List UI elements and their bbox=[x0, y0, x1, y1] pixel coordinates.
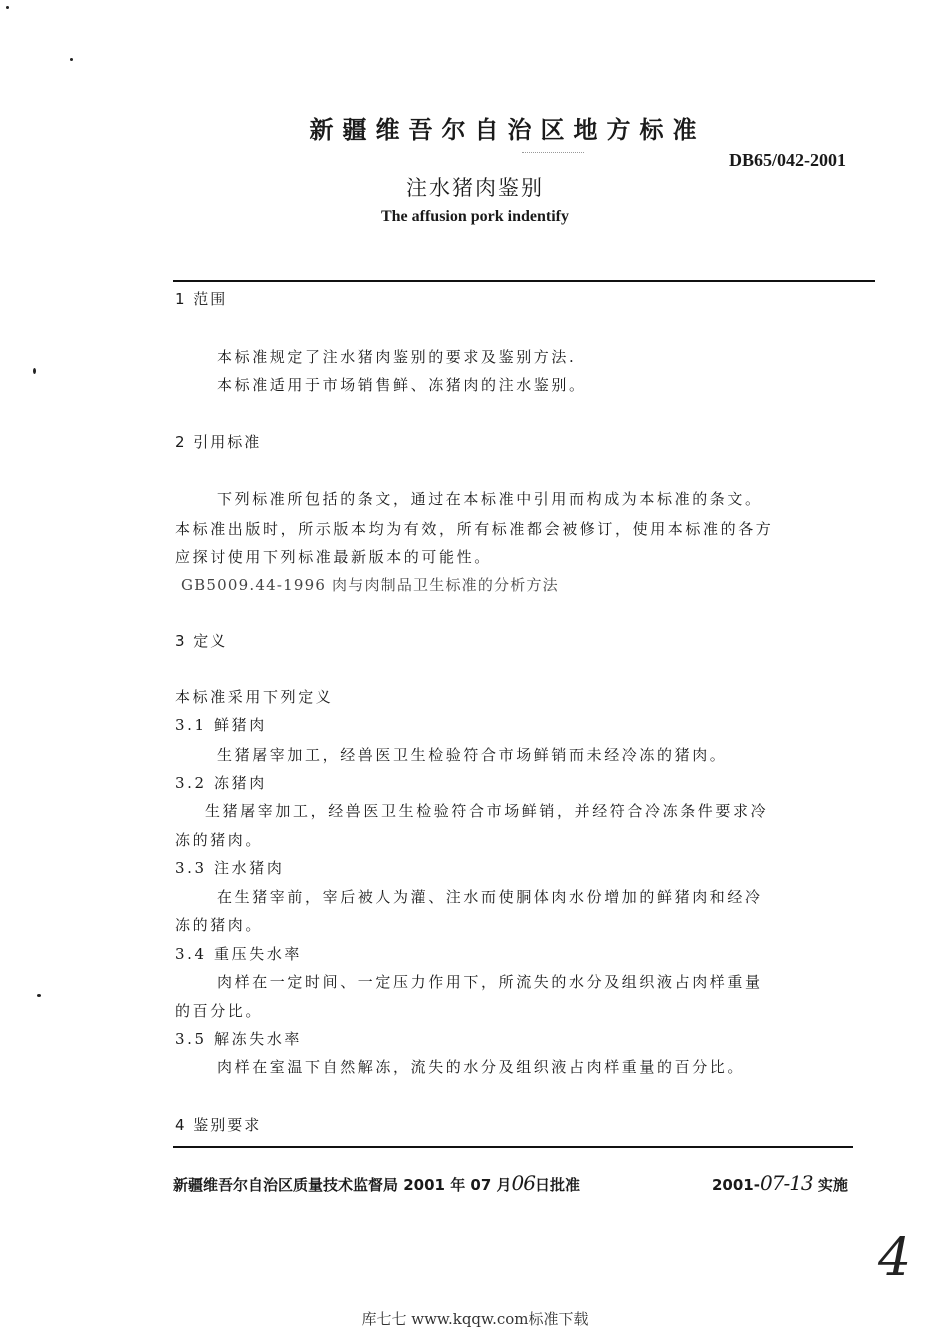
scope-line-1: 本标准规定了注水猪肉鉴别的要求及鉴别方法. bbox=[217, 348, 577, 366]
effective-date-line bbox=[712, 1171, 848, 1195]
header-dotted-line bbox=[522, 152, 584, 153]
scan-speck bbox=[70, 58, 73, 61]
definition-term: 3.1 鲜猪肉 bbox=[175, 716, 267, 734]
definition-text: 冻的猪肉。 bbox=[175, 916, 264, 934]
referenced-standard: GB5009.44-1996 肉与肉制品卫生标准的分析方法 bbox=[181, 576, 559, 594]
definition-text: 肉样在室温下自然解冻，流失的水分及组织液占肉样重量的百分比。 bbox=[217, 1058, 746, 1076]
definition-text: 生猪屠宰加工，经兽医卫生检验符合市场鲜销而未经冷冻的猪肉。 bbox=[217, 746, 728, 764]
definition-text: 在生猪宰前，宰后被人为灌、注水而使胴体肉水份增加的鲜猪肉和经冷 bbox=[217, 888, 763, 906]
section-heading-references: 2 引用标准 bbox=[175, 433, 262, 451]
effective-separator-handwritten: - bbox=[783, 1171, 790, 1195]
references-line-2: 本标准出版时，所示版本均为有效，所有标准都会被修订，使用本标准的各方 bbox=[175, 520, 774, 538]
definition-term: 3.5 解冻失水率 bbox=[175, 1030, 303, 1048]
definition-text: 生猪屠宰加工，经兽医卫生检验符合市场鲜销，并经符合冷冻条件要求冷 bbox=[205, 802, 769, 820]
definition-term: 3.4 重压失水率 bbox=[175, 945, 303, 963]
top-rule bbox=[173, 280, 875, 282]
section-heading-definitions: 3 定义 bbox=[175, 632, 228, 650]
document-title: 注水猪肉鉴别 bbox=[406, 176, 544, 200]
standard-header-title: 新疆维吾尔自治区地方标准 bbox=[309, 116, 706, 144]
approval-prefix: 新疆维吾尔自治区质量技术监督局 2001 年 07 月 bbox=[173, 1176, 512, 1194]
effective-month-handwritten: 07 bbox=[759, 1171, 784, 1195]
scan-speck bbox=[37, 994, 41, 997]
scope-line-2: 本标准适用于市场销售鲜、冻猪肉的注水鉴别。 bbox=[217, 376, 587, 394]
approval-line bbox=[173, 1171, 580, 1195]
document-subtitle: The affusion pork indentify bbox=[380, 208, 570, 225]
definition-term: 3.2 冻猪肉 bbox=[175, 774, 267, 792]
approval-suffix: 日批准 bbox=[534, 1176, 580, 1194]
references-line-1: 下列标准所包括的条文，通过在本标准中引用而构成为本标准的条文。 bbox=[217, 490, 763, 508]
definition-text: 冻的猪肉。 bbox=[175, 831, 264, 849]
definition-term: 3.3 注水猪肉 bbox=[175, 859, 285, 877]
scan-speck bbox=[33, 368, 36, 374]
section-heading-scope: 1 范围 bbox=[175, 290, 228, 308]
page-number-handwritten: 4 bbox=[878, 1228, 912, 1288]
definition-text: 肉样在一定时间、一定压力作用下，所流失的水分及组织液占肉样重量 bbox=[217, 973, 763, 991]
effective-prefix: 2001- bbox=[712, 1176, 760, 1194]
section-heading-requirements: 4 鉴别要求 bbox=[175, 1116, 262, 1134]
watermark-text: 库七七 www.kqqw.com标准下载 bbox=[361, 1310, 589, 1328]
definitions-intro: 本标准采用下列定义 bbox=[175, 688, 334, 706]
bottom-rule bbox=[173, 1146, 853, 1148]
approval-day-handwritten: 06 bbox=[511, 1171, 535, 1195]
effective-suffix: 实施 bbox=[812, 1176, 848, 1194]
definition-text: 的百分比。 bbox=[175, 1002, 264, 1020]
scan-speck bbox=[6, 6, 9, 9]
references-line-3: 应探讨使用下列标准最新版本的可能性。 bbox=[175, 548, 492, 566]
standard-code: DB65/042-2001 bbox=[729, 150, 846, 170]
effective-day-handwritten: 13 bbox=[789, 1171, 813, 1195]
